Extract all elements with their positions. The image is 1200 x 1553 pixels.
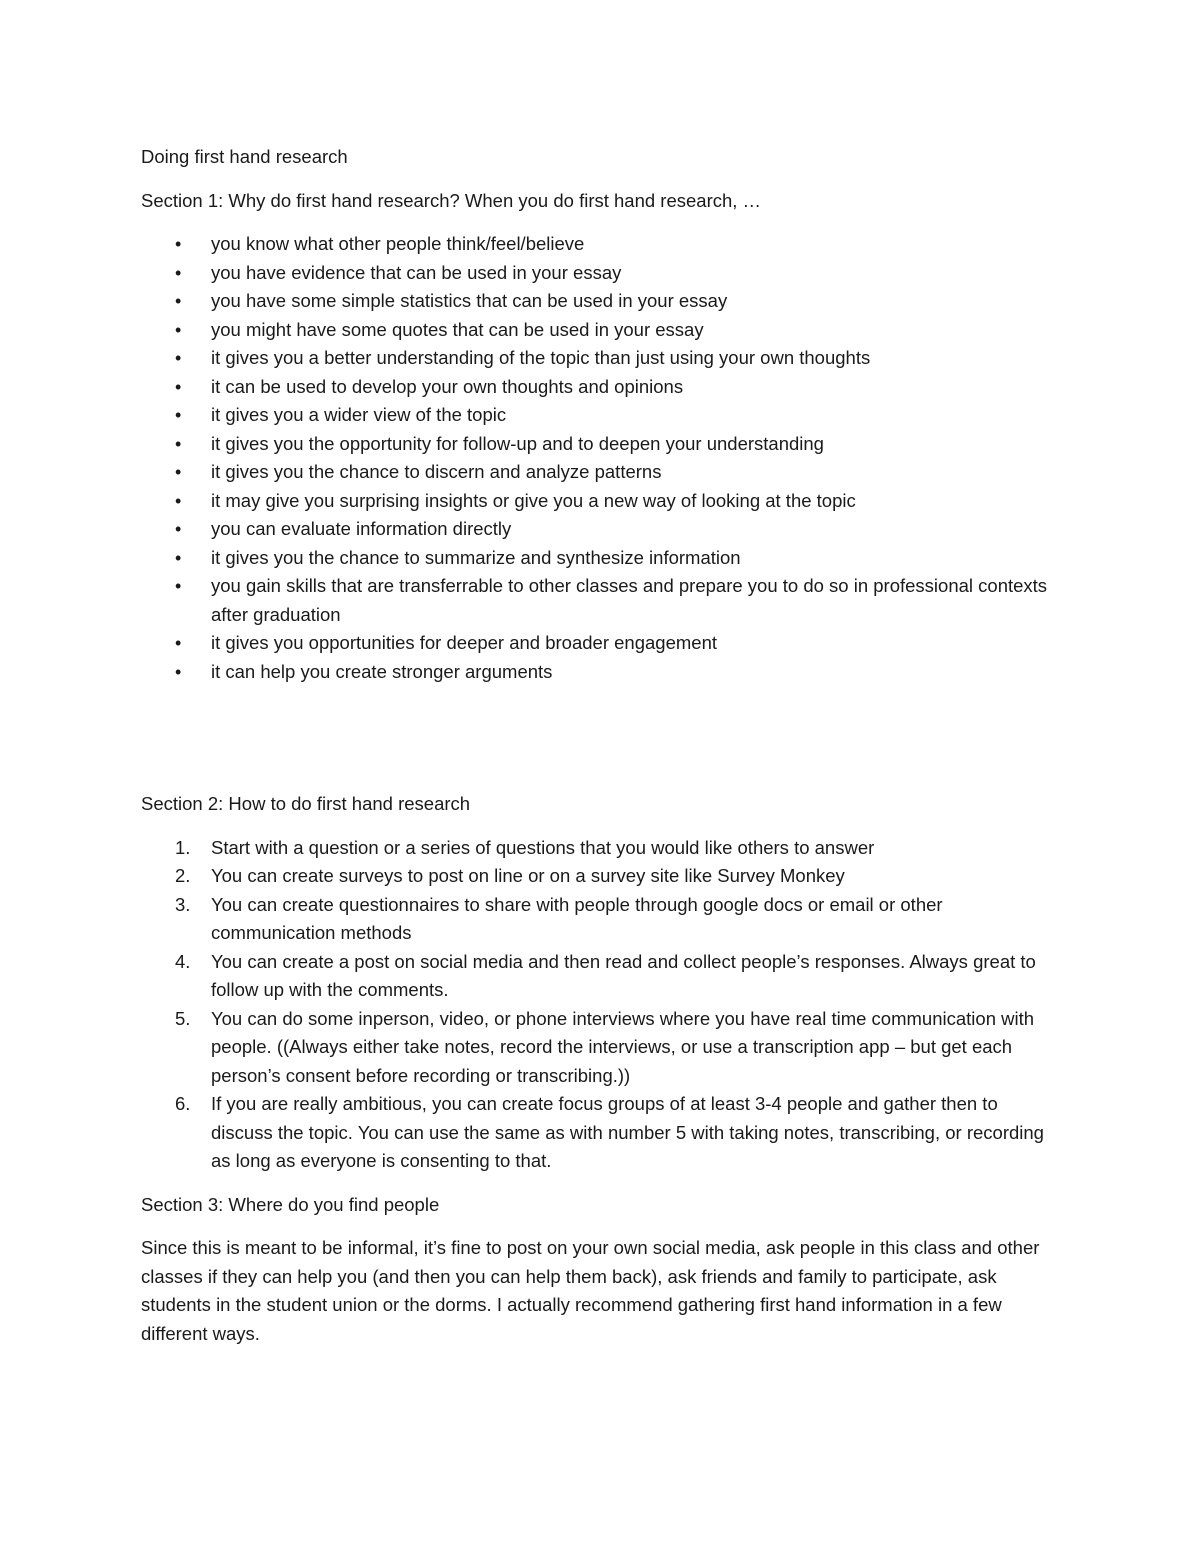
list-item: [141, 487, 1061, 516]
list-item-text: you might have some quotes that can be used in your essay: [211, 318, 704, 340]
item-number: 5.: [175, 1007, 191, 1029]
numbered-item-text: You can create surveys to post on line or on a survey site like Survey Monkey: [211, 865, 845, 886]
numbered-item: [141, 862, 1061, 891]
numbered-item-text: Start with a question or a series of questions that you would like others to answer: [211, 836, 875, 858]
list-item-text: you can evaluate information directly: [211, 518, 512, 539]
numbered-item: [141, 891, 1061, 948]
numbered-item: [141, 1090, 1061, 1176]
numbered-item-text: You can do some inperson, video, or phone interviews where you have real time communication with people. ((Always either take notes, record the interviews, or use a transcription app – but get each person’s consent before recording or transcribing.)): [211, 1007, 1035, 1086]
numbered-item: [141, 948, 1061, 1005]
list-item: [141, 259, 1061, 288]
numbered-item-text: You can create a post on social media and then read and collect people’s responses. Always great to follow up with the comments.: [211, 950, 1036, 1000]
bullet-icon: •: [175, 633, 182, 653]
list-item-text: it can help you create stronger arguments: [211, 660, 553, 682]
list-item: [141, 373, 1061, 402]
document-page: [141, 143, 1061, 1363]
list-item-text: it gives you a better understanding of the topic than just using your own thoughts: [211, 347, 871, 368]
section-3-heading: Section 3: Where do you find people: [141, 1193, 440, 1215]
numbered-item-text: You can create questionnaires to share with people through google docs or email or other communication methods: [211, 893, 943, 943]
list-item-text: it gives you a wider view of the topic: [211, 404, 507, 425]
list-item-text: you know what other people think/feel/believe: [211, 233, 585, 254]
list-item: [141, 316, 1061, 345]
list-item: [141, 515, 1061, 544]
numbered-item: [141, 834, 1061, 863]
bullet-icon: •: [175, 519, 182, 539]
blank-space: [141, 686, 1061, 790]
list-item-text: it may give you surprising insights or give you a new way of looking at the topic: [211, 489, 856, 511]
bullet-icon: •: [175, 661, 182, 682]
list-item: [141, 430, 1061, 459]
list-item: [141, 629, 1061, 658]
item-number: 3.: [175, 893, 191, 915]
bullet-icon: •: [175, 376, 182, 397]
item-number: 1.: [175, 836, 191, 858]
bullet-icon: •: [175, 547, 182, 568]
list-item: [141, 287, 1061, 316]
list-item-text: it gives you opportunities for deeper and broader engagement: [211, 632, 718, 653]
list-item: [141, 658, 1061, 687]
bullet-icon: •: [175, 319, 182, 340]
item-number: 6.: [175, 1093, 191, 1114]
bullet-icon: •: [175, 291, 182, 311]
bullet-icon: •: [175, 490, 182, 511]
bullet-icon: •: [175, 234, 182, 254]
section-3-body: Since this is meant to be informal, it’s fine to post on your own social media, ask people in this class and other classes if they can help you (and then you can help them back), ask friends and family to participate, ask students in the student union or the dorms. I actually recommend gathering first hand information in a few different ways.: [141, 1237, 1040, 1344]
list-item-text: it gives you the chance to discern and analyze patterns: [211, 461, 662, 482]
list-item-text: you have evidence that can be used in your essay: [211, 261, 622, 283]
section-2-list: [141, 834, 1061, 1176]
section-2-heading: Section 2: How to do first hand research: [141, 793, 471, 814]
numbered-item: [141, 1005, 1061, 1091]
list-item-text: it gives you the chance to summarize and synthesize information: [211, 546, 741, 568]
bullet-icon: •: [175, 405, 182, 425]
list-item: [141, 344, 1061, 373]
list-item: [141, 230, 1061, 259]
list-item-text: it gives you the opportunity for follow-up and to deepen your understanding: [211, 432, 824, 454]
list-item: [141, 572, 1061, 629]
bullet-icon: •: [175, 262, 182, 283]
section-1-list: [141, 230, 1061, 686]
list-item-text: it can be used to develop your own thoughts and opinions: [211, 375, 684, 397]
bullet-icon: •: [175, 348, 182, 368]
list-item-text: you gain skills that are transferrable to other classes and prepare you to do so in professional contexts after graduation: [211, 575, 1048, 625]
list-item: [141, 544, 1061, 573]
bullet-icon: •: [175, 433, 182, 454]
bullet-icon: •: [175, 576, 182, 596]
numbered-item-text: If you are really ambitious, you can create focus groups of at least 3-4 people and gather then to discuss the topic. You can use the same as with number 5 with taking notes, transcribing, or recording as long as everyone is consenting to that.: [211, 1093, 1044, 1171]
list-item: [141, 401, 1061, 430]
document-title: Doing first hand research: [141, 146, 348, 167]
section-1-heading: Section 1: Why do first hand research? When you do first hand research, …: [141, 189, 762, 211]
item-number: 2.: [175, 865, 191, 886]
item-number: 4.: [175, 950, 191, 972]
list-item: [141, 458, 1061, 487]
list-item-text: you have some simple statistics that can be used in your essay: [211, 290, 728, 311]
bullet-icon: •: [175, 462, 182, 482]
